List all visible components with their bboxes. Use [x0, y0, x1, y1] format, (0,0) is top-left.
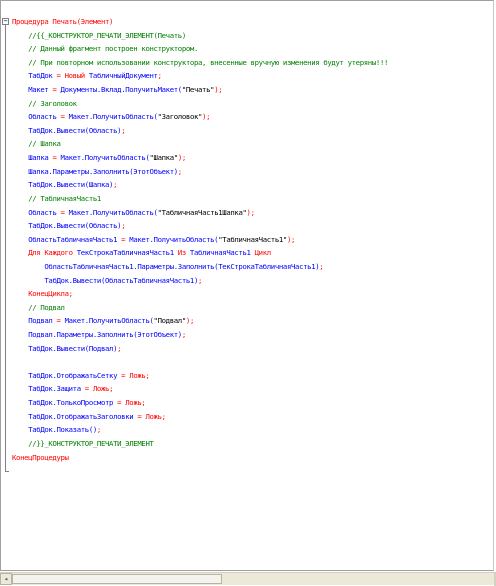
code-token: ТабДок	[28, 71, 53, 81]
code-token: =	[56, 207, 69, 217]
code-line[interactable]	[12, 437, 489, 451]
code-token: КонецЦикла	[28, 289, 69, 299]
code-token: КонецПроцедуры	[12, 452, 69, 462]
code-token: // При повторном использовании конструктора, внесенные вручную изменения будут утеряны!!!	[28, 57, 389, 67]
code-token: ;	[141, 398, 146, 408]
code-token	[12, 248, 28, 257]
code-token: ;	[68, 289, 73, 299]
code-line[interactable]	[12, 83, 489, 97]
code-token: );	[214, 85, 223, 95]
code-token: ТабличныйДокумент	[84, 71, 158, 81]
code-token: Новый	[64, 71, 85, 81]
code-token: "Подвал"	[153, 316, 186, 326]
code-line[interactable]	[12, 124, 489, 138]
code-token: =	[117, 370, 130, 380]
code-token: =	[52, 71, 65, 81]
code-token: Ложь	[92, 384, 110, 394]
code-token: Ложь	[145, 411, 162, 421]
code-token: ТабДок.ОтображатьЗаголовки	[28, 411, 134, 421]
code-token: =	[48, 85, 61, 95]
code-line[interactable]	[12, 423, 489, 437]
code-token	[12, 180, 28, 189]
code-token	[12, 398, 28, 407]
code-line[interactable]	[12, 151, 489, 165]
code-line[interactable]	[12, 342, 489, 356]
code-token: Область	[28, 112, 57, 122]
code-token	[12, 371, 28, 380]
code-token: ;	[157, 71, 162, 81]
code-token: ТабДок.ОтображатьСетку	[28, 370, 118, 380]
code-token	[12, 44, 28, 53]
code-line[interactable]	[12, 219, 489, 233]
code-token: ТабДок.Вывести(Область)	[28, 125, 122, 135]
code-token	[12, 330, 28, 339]
code-token: =	[52, 316, 65, 326]
code-token: ТабДок.Вывести(Область)	[28, 221, 122, 231]
code-line[interactable]	[12, 451, 489, 465]
code-token	[12, 276, 44, 285]
code-token: ТабДок.Вывести(Шапка)	[28, 180, 114, 190]
code-token: "ТабличнаяЧасть1Шапка"	[157, 207, 247, 217]
code-token: //}}_КОНСТРУКТОР_ПЕЧАТИ_ЭЛЕМЕНТ	[28, 438, 154, 448]
code-line[interactable]	[12, 328, 489, 342]
code-token: ТекСтрокаТабличнаяЧасть1	[72, 248, 178, 258]
code-token	[12, 31, 28, 40]
code-line[interactable]	[12, 382, 489, 396]
code-token	[12, 425, 28, 434]
code-token: ;	[181, 330, 186, 340]
code-token: Для Каждого	[28, 248, 73, 258]
code-token	[12, 412, 28, 421]
code-token: ;	[121, 221, 126, 231]
code-token: );	[185, 316, 194, 326]
code-token: Подвал	[28, 316, 53, 326]
code-line[interactable]	[12, 287, 489, 301]
scroll-left-arrow-icon[interactable]: ◂	[0, 573, 12, 585]
code-token: // ТабличнаяЧасть1	[28, 193, 101, 203]
code-token: Область	[28, 207, 57, 217]
code-line[interactable]	[12, 274, 489, 288]
code-token: Шапка	[28, 153, 49, 163]
code-token: Из	[177, 248, 186, 258]
code-token: ;	[96, 425, 101, 435]
code-line[interactable]	[12, 369, 489, 383]
code-line[interactable]	[12, 97, 489, 111]
fold-gutter	[1, 1, 10, 570]
code-token: Макет.ПолучитьОбласть(	[68, 207, 158, 217]
code-token	[12, 153, 28, 162]
scrollbar-thumb[interactable]	[12, 574, 222, 584]
code-token	[12, 208, 28, 217]
code-line[interactable]	[12, 314, 489, 328]
code-token: Макет.ПолучитьОбласть(	[68, 112, 158, 122]
code-token: );	[202, 112, 211, 122]
code-line[interactable]	[12, 42, 489, 56]
code-token: ;	[121, 125, 126, 135]
code-token: Документы.Вклад.ПолучитьМакет(	[60, 85, 182, 95]
code-token	[12, 289, 28, 298]
code-line[interactable]	[12, 178, 489, 192]
code-token: ТабДок.Защита	[28, 384, 81, 394]
code-line[interactable]	[12, 233, 489, 247]
code-line[interactable]	[12, 137, 489, 151]
code-line[interactable]	[12, 410, 489, 424]
code-token	[12, 99, 28, 108]
code-token: ;	[145, 370, 150, 380]
code-line[interactable]	[12, 29, 489, 43]
code-token: //{{_КОНСТРУКТОР_ПЕЧАТИ_ЭЛЕМЕНТ(Печать)	[28, 30, 186, 40]
code-token: =	[56, 112, 69, 122]
code-line[interactable]	[12, 396, 489, 410]
code-line[interactable]	[12, 355, 489, 369]
code-token: "Шапка"	[149, 153, 178, 163]
code-token: "Заголовок"	[157, 112, 203, 122]
code-token: Цикл	[254, 248, 271, 258]
code-token: ;	[161, 411, 166, 421]
code-token	[12, 139, 28, 148]
code-token	[12, 439, 28, 448]
code-token: ОбластьТабличнаяЧасть1	[28, 234, 118, 244]
code-line[interactable]	[12, 260, 489, 274]
code-token: );	[246, 207, 255, 217]
code-token: =	[117, 234, 130, 244]
code-token: Макет.ПолучитьОбласть(	[60, 153, 150, 163]
code-token	[12, 384, 28, 393]
code-token: Шапка.Параметры.Заполнить(ЭтотОбъект)	[28, 166, 178, 176]
code-token: ТабДок.Вывести(ОбластьТабличнаяЧасть1)	[44, 275, 198, 285]
code-token: =	[80, 384, 93, 394]
code-token: ТабДок.Вывести(Подвал)	[28, 343, 118, 353]
code-token	[12, 58, 28, 67]
code-token: =	[133, 411, 146, 421]
code-token	[12, 167, 28, 176]
code-token: ;	[177, 166, 182, 176]
code-line[interactable]	[12, 15, 489, 29]
code-token: Подвал.Параметры.Заполнить(ЭтотОбъект)	[28, 330, 182, 340]
code-token: Ложь	[129, 370, 146, 380]
code-token	[12, 262, 44, 271]
code-token: "Печать"	[181, 85, 215, 95]
code-token	[12, 71, 28, 80]
code-token	[12, 303, 28, 312]
code-token: Макет.ПолучитьОбласть(	[64, 316, 154, 326]
code-token: // Данный фрагмент построен конструктором.	[28, 44, 198, 54]
code-line[interactable]	[12, 69, 489, 83]
code-token: Ложь	[125, 398, 142, 408]
fold-end-marker	[5, 471, 9, 472]
code-token: =	[113, 398, 126, 408]
code-token: // Подвал	[28, 302, 65, 312]
code-token: Макет.ПолучитьОбласть(	[129, 234, 219, 244]
code-token: ;	[113, 180, 118, 190]
code-token	[12, 126, 28, 135]
code-token	[12, 112, 28, 121]
code-token: "ТабличнаяЧасть1"	[218, 234, 287, 244]
code-line[interactable]	[12, 56, 489, 70]
code-token	[12, 235, 28, 244]
code-line[interactable]	[12, 301, 489, 315]
code-token: ;	[109, 384, 114, 394]
code-token: Процедура Печать(Элемент)	[12, 17, 114, 26]
code-token	[12, 85, 28, 94]
code-token: ;	[319, 261, 324, 271]
code-token	[12, 194, 28, 203]
fold-line	[5, 25, 6, 471]
code-token: // Шапка	[28, 139, 61, 149]
code-line[interactable]	[12, 246, 489, 260]
code-token: ;	[117, 343, 122, 353]
code-token: // Заголовок	[28, 98, 77, 108]
code-token: );	[177, 153, 186, 163]
collapse-icon[interactable]: −	[3, 17, 8, 25]
horizontal-scrollbar[interactable]	[0, 572, 494, 585]
code-area[interactable]	[12, 15, 489, 464]
code-token	[12, 316, 28, 325]
code-line[interactable]	[12, 165, 489, 179]
code-token: =	[48, 153, 61, 163]
code-token: ;	[198, 275, 203, 285]
code-token: Макет	[28, 85, 49, 95]
code-token: ТабличнаяЧасть1	[185, 248, 255, 258]
code-line[interactable]	[12, 206, 489, 220]
code-token: ТабДок.Показать()	[28, 425, 97, 435]
code-line[interactable]	[12, 192, 489, 206]
code-token: ОбластьТабличнаяЧасть1.Параметры.Заполнить(ТекСтрокаТабличнаяЧасть1)	[44, 261, 320, 271]
code-token: ТабДок.ТолькоПросмотр	[28, 398, 114, 408]
code-token	[12, 221, 28, 230]
code-token	[12, 344, 28, 353]
code-line[interactable]	[12, 110, 489, 124]
code-token: );	[286, 234, 296, 244]
